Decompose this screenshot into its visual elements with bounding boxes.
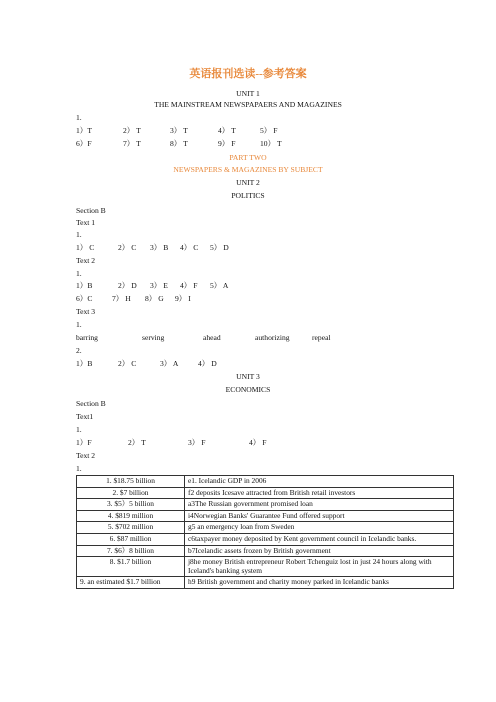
answer: 1） C <box>76 243 95 252</box>
amount-cell: 5. $702 million <box>77 522 185 534</box>
amount-cell: 7. $6）8 billion <box>77 545 185 557</box>
description-cell: c6taxpayer money deposited by Kent government council in Icelandic banks. <box>185 533 454 545</box>
description-cell: j8he money British entrepreneur Robert Tchenguiz lost in just 24 hours along with Iceland's banking system <box>185 557 454 577</box>
unit2-text3-question-number-2: 2. <box>76 346 82 355</box>
answer-word: authorizing <box>255 333 290 342</box>
answer: 2） C <box>118 243 137 252</box>
unit3-text1-answer-row <box>0 438 496 447</box>
unit1-heading: UNIT 1 <box>236 89 260 98</box>
answer: 4） F <box>180 281 198 290</box>
answer: 1）B <box>76 281 93 290</box>
unit3-subheading: ECONOMICS <box>225 385 271 394</box>
answer: 5） A <box>210 281 229 290</box>
unit2-text1-label: Text 1 <box>76 218 96 227</box>
part-two-heading: PART TWO <box>229 153 267 162</box>
part-two-subheading: NEWSPAPERS & MAGAZINES BY SUBJECT <box>173 165 323 174</box>
answer: 3） E <box>150 281 168 290</box>
answer: 2） T <box>128 438 146 447</box>
answer: 3） A <box>160 359 179 368</box>
unit1-answer-row-1 <box>0 126 496 135</box>
matching-table <box>76 475 454 589</box>
unit1-answer-row-2 <box>0 139 496 148</box>
unit3-heading: UNIT 3 <box>236 372 260 381</box>
answer: 3） B <box>150 243 169 252</box>
answer: 8） G <box>145 294 164 303</box>
answer-word: barring <box>76 333 98 342</box>
answer: 2） T <box>123 126 141 135</box>
unit3-text1-question-number: 1. <box>76 425 82 434</box>
unit2-subheading: POLITICS <box>231 191 265 200</box>
answer-word: repeal <box>312 333 331 342</box>
answer: 10） T <box>260 139 282 148</box>
unit3-text2-question-number: 1. <box>76 464 82 473</box>
answer: 9） I <box>175 294 191 303</box>
table-row <box>77 476 454 488</box>
answer: 3） T <box>170 126 188 135</box>
answer: 9） F <box>218 139 236 148</box>
answer: 4） C <box>180 243 199 252</box>
amount-cell: 3. $5）5 billion <box>77 499 185 511</box>
description-cell: b7Icelandic assets frozen by British government <box>185 545 454 557</box>
answer: 1）B <box>76 359 93 368</box>
answer-word: serving <box>142 333 165 342</box>
table-row <box>77 557 454 577</box>
answer: 5） D <box>210 243 229 252</box>
answer: 6）F <box>76 139 92 148</box>
unit2-text2-question-number: 1. <box>76 269 82 278</box>
answer: 4） F <box>249 438 267 447</box>
description-cell: i4Norwegian Banks' Guarantee Fund offered support <box>185 510 454 522</box>
answer: 4） D <box>198 359 217 368</box>
unit2-text1-question-number: 1. <box>76 230 82 239</box>
unit2-text2-answer-row-1 <box>0 281 496 290</box>
unit2-text2-label: Text 2 <box>76 256 96 265</box>
description-cell: e1. Icelandic GDP in 2006 <box>185 476 454 488</box>
answer: 5） F <box>260 126 278 135</box>
document-title: 英语报刊选读--参考答案 <box>189 68 307 80</box>
description-cell: g5 an emergency loan from Sweden <box>185 522 454 534</box>
answer: 7） T <box>123 139 141 148</box>
amount-cell: 8. $1.7 billion <box>77 557 185 577</box>
table-row <box>77 487 454 499</box>
unit1-subheading: THE MAINSTREAM NEWSPAPAERS AND MAGAZINES <box>154 100 342 109</box>
unit2-text3-question-number-1: 1. <box>76 320 82 329</box>
amount-cell: 1. $18.75 billion <box>77 476 185 488</box>
answer: 2） C <box>118 359 137 368</box>
unit2-heading: UNIT 2 <box>236 178 260 187</box>
answer: 7） H <box>112 294 131 303</box>
unit2-text2-answer-row-2 <box>0 294 496 303</box>
amount-cell: 2. $7 billion <box>77 487 185 499</box>
answer: 4） T <box>218 126 236 135</box>
answer: 2） D <box>118 281 137 290</box>
table-row <box>77 533 454 545</box>
description-cell: h9 British government and charity money parked in Icelandic banks <box>185 577 454 589</box>
answer: 3） F <box>188 438 206 447</box>
unit2-text1-answer-row <box>0 243 496 252</box>
table-row <box>77 510 454 522</box>
answer: 1）F <box>76 438 92 447</box>
unit2-text3-answer-row <box>0 359 496 368</box>
table-row <box>77 499 454 511</box>
table-row <box>77 522 454 534</box>
unit2-text3-label: Text 3 <box>76 307 96 316</box>
table-row <box>77 577 454 589</box>
unit1-question-number: 1. <box>76 113 82 122</box>
description-cell: a3The Russian government promised loan <box>185 499 454 511</box>
answer: 6）C <box>76 294 93 303</box>
description-cell: f2 deposits Icesave attracted from British retail investors <box>185 487 454 499</box>
unit3-section-label: Section B <box>76 399 106 408</box>
answer-word: ahead <box>203 333 221 342</box>
table-row <box>77 545 454 557</box>
unit3-text1-label: Text1 <box>76 412 94 421</box>
answer: 8） T <box>170 139 188 148</box>
amount-cell: 9. an estimated $1.7 billion <box>77 577 185 589</box>
unit2-section-label: Section B <box>76 206 106 215</box>
answer: 1）T <box>76 126 93 135</box>
amount-cell: 4. $819 million <box>77 510 185 522</box>
amount-cell: 6. $87 million <box>77 533 185 545</box>
unit3-text2-label: Text 2 <box>76 451 96 460</box>
unit2-text3-word-row <box>0 333 496 342</box>
